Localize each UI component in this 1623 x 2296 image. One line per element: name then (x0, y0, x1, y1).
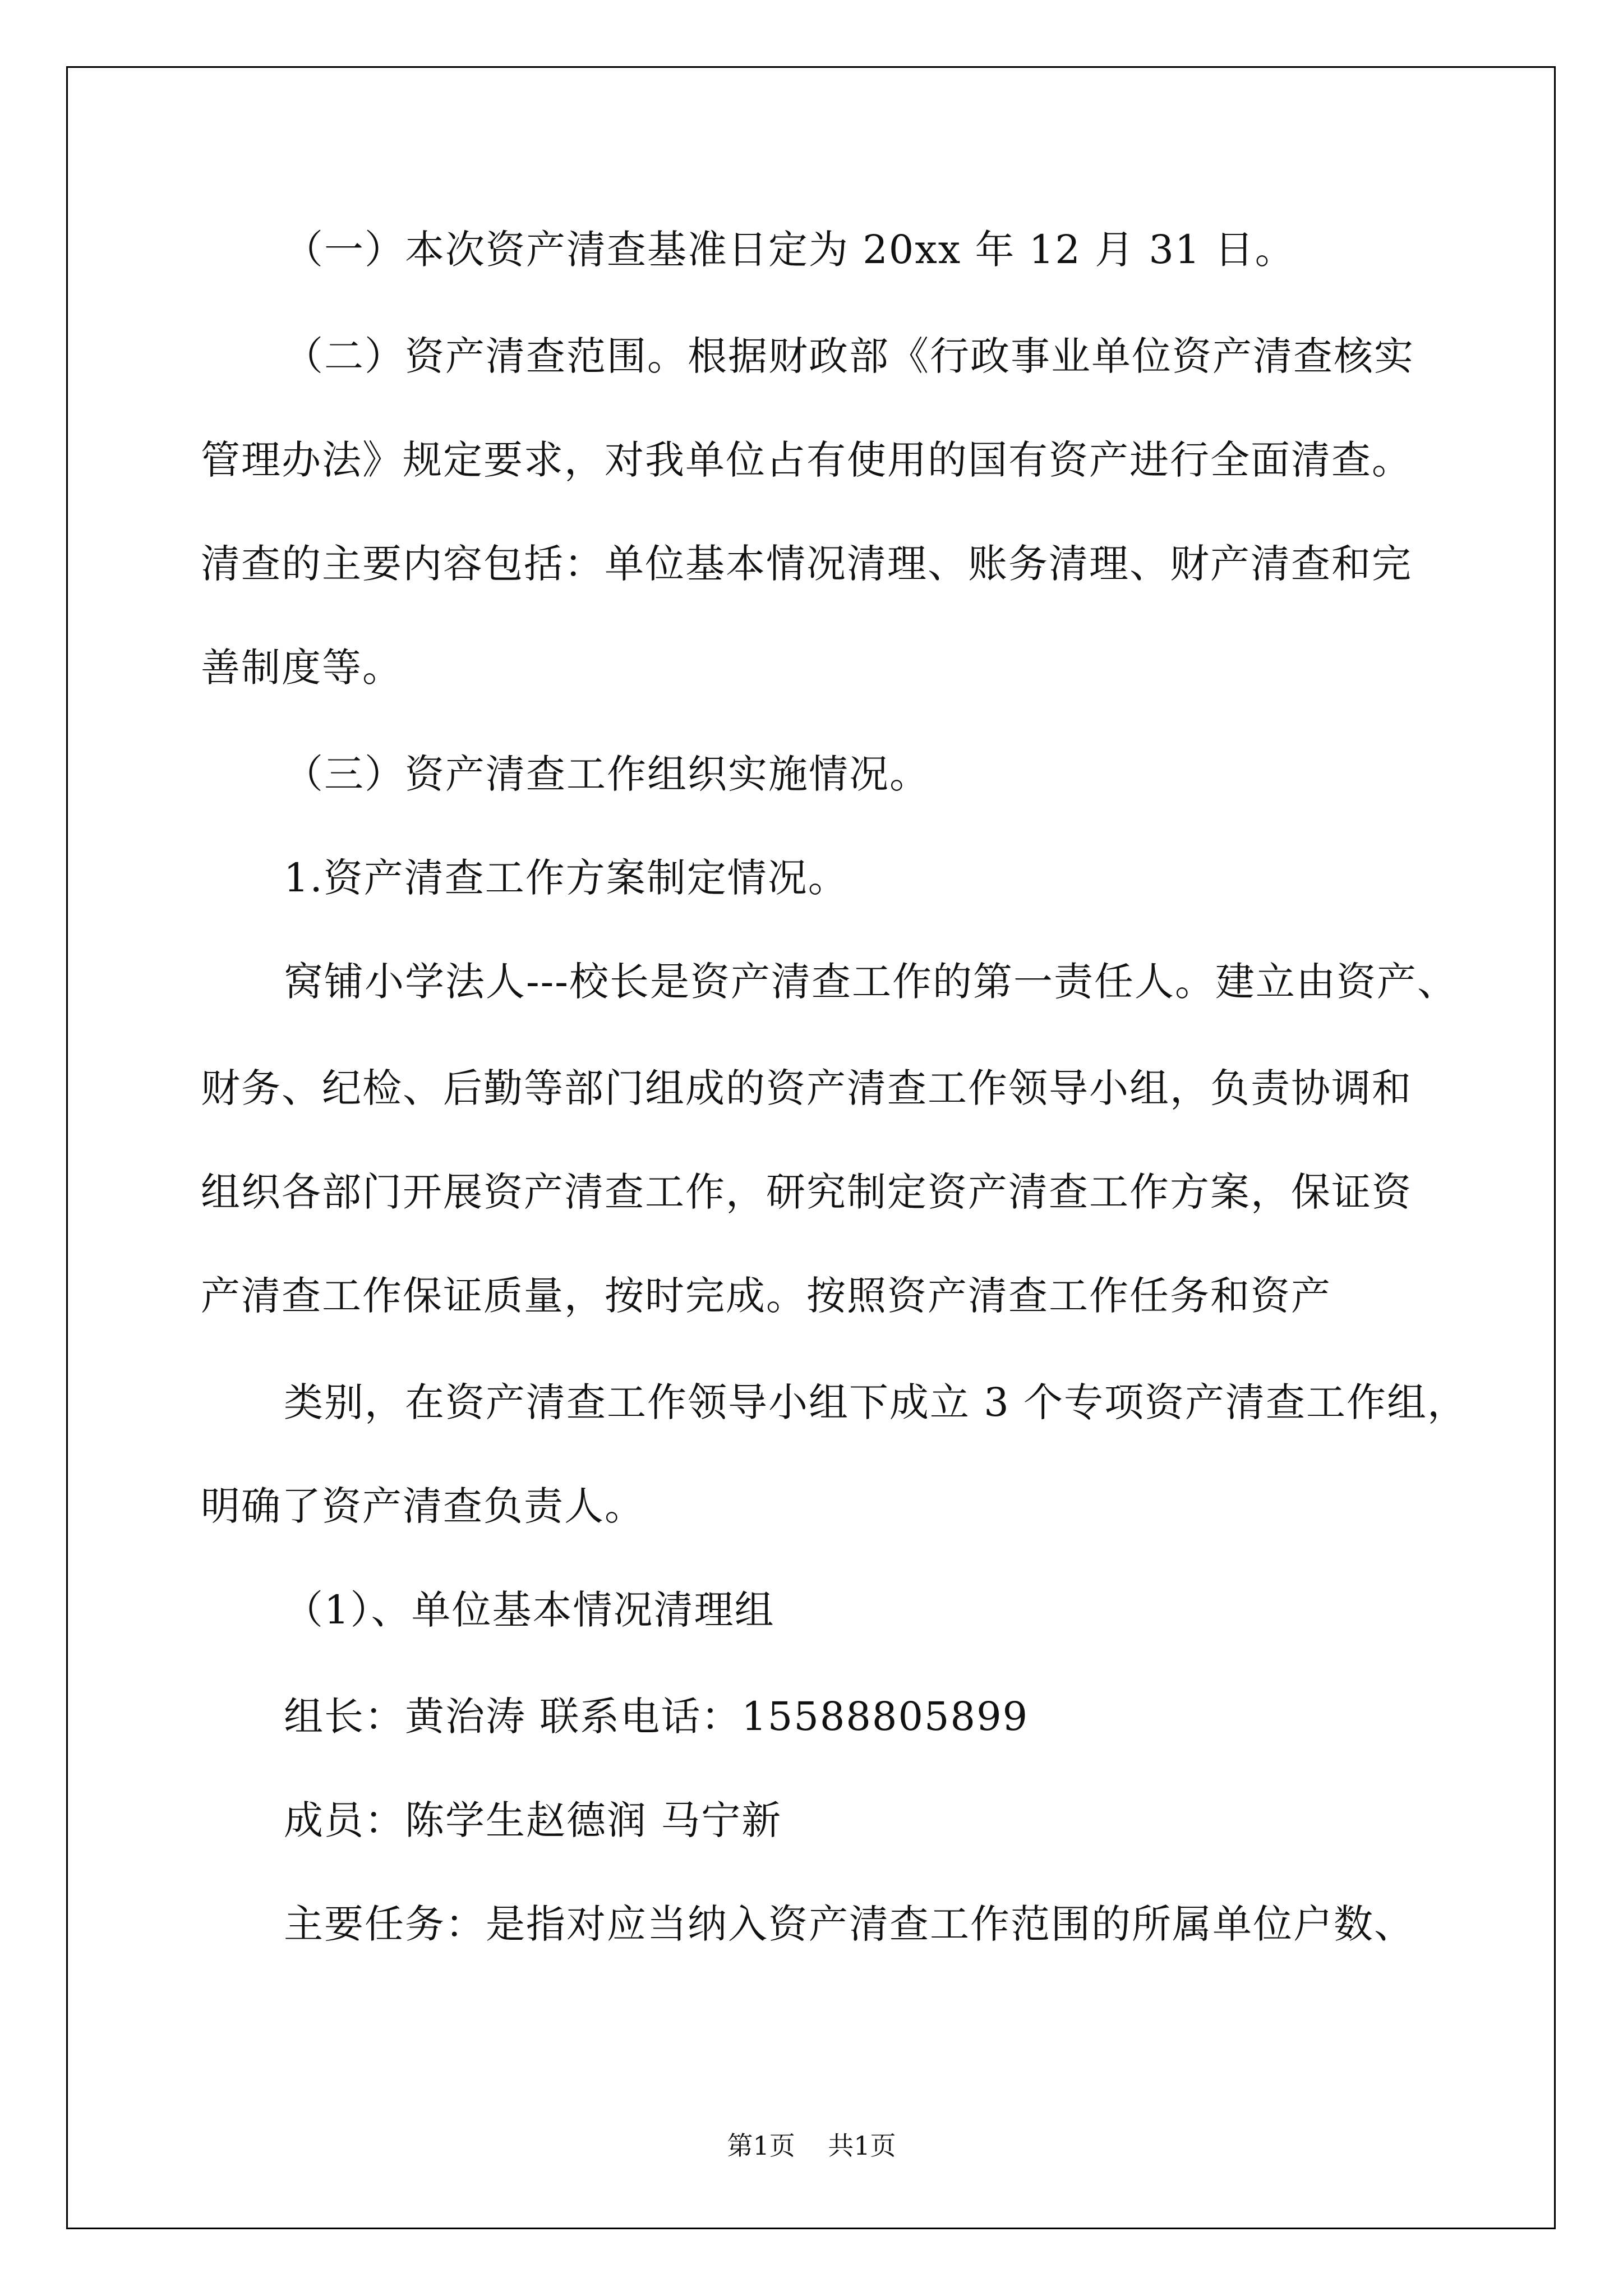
paragraph-line: 善制度等。 (201, 645, 403, 691)
paragraph-line: 组长：黄治涛 联系电话：15588805899 (284, 1694, 1029, 1740)
paragraph-line: 成员：陈学生赵德润 马宁新 (284, 1797, 782, 1843)
page-footer: 第1页 共1页 (727, 2131, 896, 2161)
paragraph-line: （二）资产清查范围。根据财政部《行政事业单位资产清查核实 (284, 333, 1414, 379)
paragraph-line: 1.资产清查工作方案制定情况。 (284, 855, 849, 901)
paragraph-line: 主要任务：是指对应当纳入资产清查工作范围的所属单位户数、 (284, 1901, 1414, 1947)
paragraph-line: 类别，在资产清查工作领导小组下成立 3 个专项资产清查工作组， (284, 1379, 1468, 1425)
paragraph-line: 组织各部门开展资产清查工作，研究制定资产清查工作方案，保证资 (201, 1169, 1412, 1215)
paragraph-line: 财务、纪检、后勤等部门组成的资产清查工作领导小组，负责协调和 (201, 1065, 1412, 1111)
paragraph-line: （三）资产清查工作组织实施情况。 (284, 751, 930, 797)
paragraph-line: （一）本次资产清查基准日定为 20xx 年 12 月 31 日。 (284, 227, 1295, 273)
paragraph-line: 清查的主要内容包括：单位基本情况清理、账务清理、财产清查和完 (201, 541, 1412, 587)
paragraph-line: （1）、单位基本情况清理组 (284, 1587, 775, 1633)
paragraph-line: 窝铺小学法人---校长是资产清查工作的第一责任人。建立由资产、 (284, 959, 1458, 1005)
paragraph-line: 管理办法》规定要求，对我单位占有使用的国有资产进行全面清查。 (201, 437, 1412, 483)
paragraph-line: 产清查工作保证质量，按时完成。按照资产清查工作任务和资产 (201, 1273, 1331, 1319)
paragraph-line: 明确了资产清查负责人。 (201, 1483, 645, 1529)
